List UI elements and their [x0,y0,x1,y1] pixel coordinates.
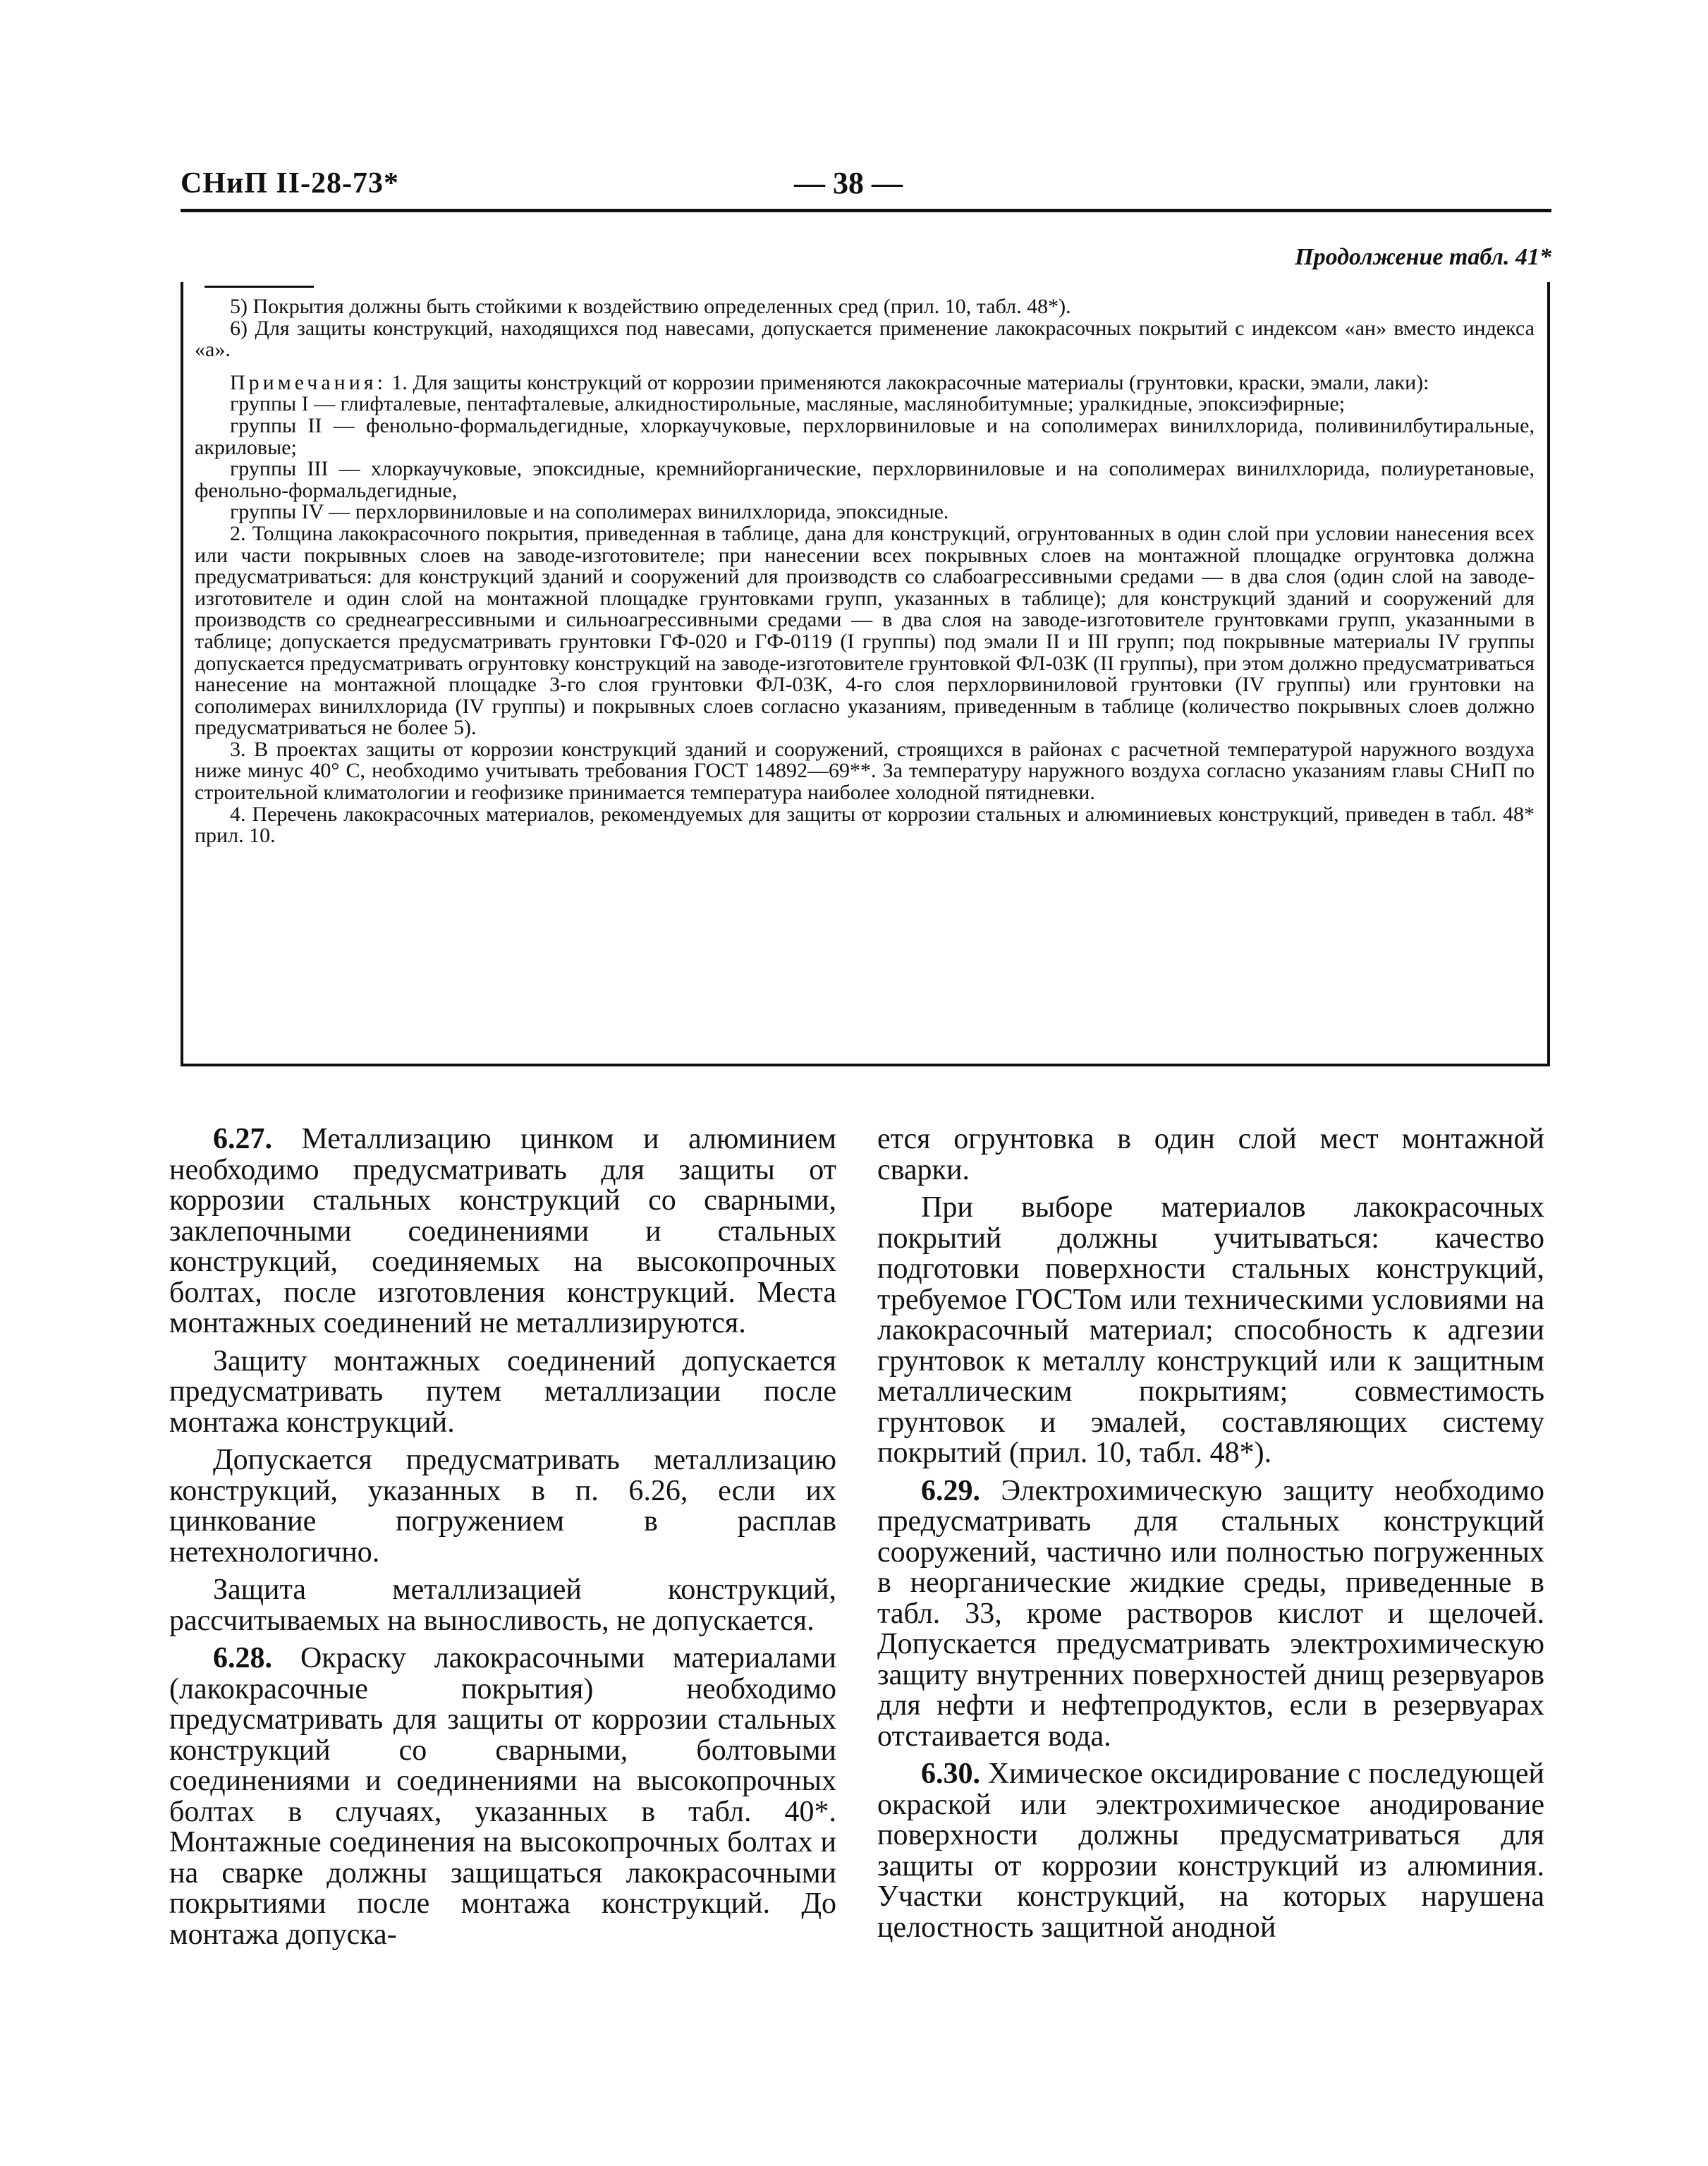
clause-number: 6.27. [213,1123,272,1155]
note-1-text: 1. Для защиты конструкций от коррозии применяются лакокрасочные материалы (грунтовки, краски, эмали, лаки): [391,370,1429,394]
footnote-6: 6) Для защиты конструкций, находящихся под навесами, допускается применение лакокрасочных покрытий с индексом «ан» вместо индекса «а». [195,316,1535,362]
clause-text: Электрохимическую защиту необходимо предусматривать для стальных конструкций сооружений, частично или полностью погруженных в неорганические жидкие среды, приведенные в табл. 33, кроме растворов кислот и щелочей. Допускается предусматривать электрохимическую защиту внутренних поверхностей днищ резервуаров для нефти и нефтепродуктов, если в резервуарах отстаивается вода. [877,1474,1544,1753]
document-code: СНиП II-28-73* [181,167,400,200]
group-2: группы II — фенольно-формальдегидные, хлоркаучуковые, перхлорвиниловые и на сополимерах винилхлорида, поливинилбутиральные, акриловые; [195,413,1535,459]
clause-text: Химическое оксидирование с последующей окраской или электрохимическое анодирование поверхности должны предусматриваться для защиты от коррозии конструкций из алюминия. Участки конструкций, на которых нарушена целостность защитной анодной [877,1758,1544,1944]
group-3: группы III — хлоркаучуковые, эпоксидные, кремнийорганические, перхлорвиниловые и на сополимерах винилхлорида, полиуретановые, фенольно-формальдегидные, [195,457,1535,502]
note-3: 3. В проектах защиты от коррозии конструкций зданий и сооружений, строящихся в районах с расчетной температурой наружного воздуха ниже минус 40° С, необходимо учитывать требования ГОСТ 14892—69**. За температуру наружного воздуха согласно указаниям главы СНиП по строительной климатологии и геофизике принимается температура наиболее холодной пятидневки. [195,737,1535,805]
note-4: 4. Перечень лакокрасочных материалов, рекомендуемых для защиты от коррозии стальных и алюминиевых конструкций, приведен в табл. 48* прил. 10. [195,802,1535,848]
paragraph-6-29 [877,1476,1544,1753]
right-column [877,1124,1544,1950]
paragraph-6-27-c: Допускается предусматривать металлизацию конструкций, указанных в п. 6.26, если их цинкование погружением в расплав нетехнологично. [169,1444,836,1569]
table-notes [195,296,1535,847]
notes-label: Примечания: [230,370,386,394]
table-continuation-label: Продолжение табл. 41* [1295,244,1551,270]
paragraph-6-27 [169,1124,836,1339]
paragraph-6-30 [877,1759,1544,1943]
paragraph-6-27-b: Защиту монтажных соединений допускается предусматривать путем металлизации после монтажа конструкций. [169,1344,836,1439]
clause-text: Металлизацию цинком и алюминием необходимо предусматривать для защиты от коррозии стальных конструкций со сварными, заклепочными соединениями и стальных конструкций, соединяемых на высокопрочных болтах, после изготовления конструкций. Места монтажных соединений не металлизируются. [169,1123,836,1339]
paragraph-6-28-continued: ется огрунтовка в один слой мест монтажной сварки. [877,1123,1544,1186]
paragraph-6-28 [169,1643,836,1950]
clause-text: Окраску лакокрасочными материалами (лакокрасочные покрытия) необходимо предусматривать для защиты от коррозии стальных конструкций со сварными, болтовыми соединениями и соединениями на высокопрочных болтах в случаях, указанных в табл. 40*. Монтажные соединения на высокопрочных болтах и на сварке должны защищаться лакокрасочными покрытиями после монтажа конструкций. До монтажа допуска- [169,1642,836,1951]
clause-number: 6.28. [213,1642,272,1674]
paragraph-6-27-d: Защита металлизацией конструкций, рассчитываемых на выносливость, не допускается. [169,1574,836,1637]
footnote-separator [205,286,314,288]
group-4: группы IV — перхлорвиниловые и на сополимерах винилхлорида, эпоксидные. [230,500,949,524]
footnote-5: 5) Покрытия должны быть стойкими к воздействию определенных сред (прил. 10, табл. 48*). [230,295,1071,318]
clause-number: 6.29. [921,1474,980,1507]
paragraph-6-28-b: При выборе материалов лакокрасочных покрытий должны учитываться: качество подготовки поверхности стальных конструкций, требуемое ГОСТом или техническими условиями на лакокрасочный материал; способность к адгезии грунтовок к металлу конструкций или к защитным металлическим покрытиям; совместимость грунтовок и эмалей, составляющих систему покрытий (прил. 10, табл. 48*). [877,1191,1544,1469]
note-1 [195,372,1535,394]
clause-number: 6.30. [921,1758,980,1790]
left-column [169,1124,836,1957]
header-rule [181,209,1551,212]
page-number: — 38 — [794,166,903,200]
note-2: 2. Толщина лакокрасочного покрытия, приведенная в таблице, дана для конструкций, огрунтованных в один слой при условии нанесения всех или части покрывных слоев на заводе-изготовителе; при нанесении всех покрывных слоев на монтажной площадке огрунтовка должна предусматриваться: для конструкций зданий и сооружений для производств со слабоагрессивными средами — в два слоя (один слой на заводе-изготовителе и один слой на монтажной площадке грунтовками групп, указанных в таблице); для конструкций зданий и сооружений для производств со среднеагрессивными и сильноагрессивными средами — в два слоя на заводе-изготовителе грунтовками групп, указанными в таблице; допускается предусматривать грунтовки ГФ-020 и ГФ-0119 (I группы) под эмали II и III групп; под покрывные материалы IV группы допускается предусматривать огрунтовку конструкций на заводе-изготовителе грунтовкой ФЛ-03К (II группы), при этом должно предусматриваться нанесение на монтажной площадке 3-го слоя грунтовки ФЛ-03К, 4-го слоя перхлорвиниловой грунтовки (IV группы) или грунтовки на сополимерах винилхлорида (IV группы) и покрывных слоев согласно указаниям, приведенным в таблице (количество покрывных слоев должно предусматриваться не более 5). [195,521,1535,740]
group-1: группы I — глифталевые, пентафталевые, алкидностирольные, масляные, маслянобитумные; уралкидные, эпоксиэфирные; [230,392,1346,416]
